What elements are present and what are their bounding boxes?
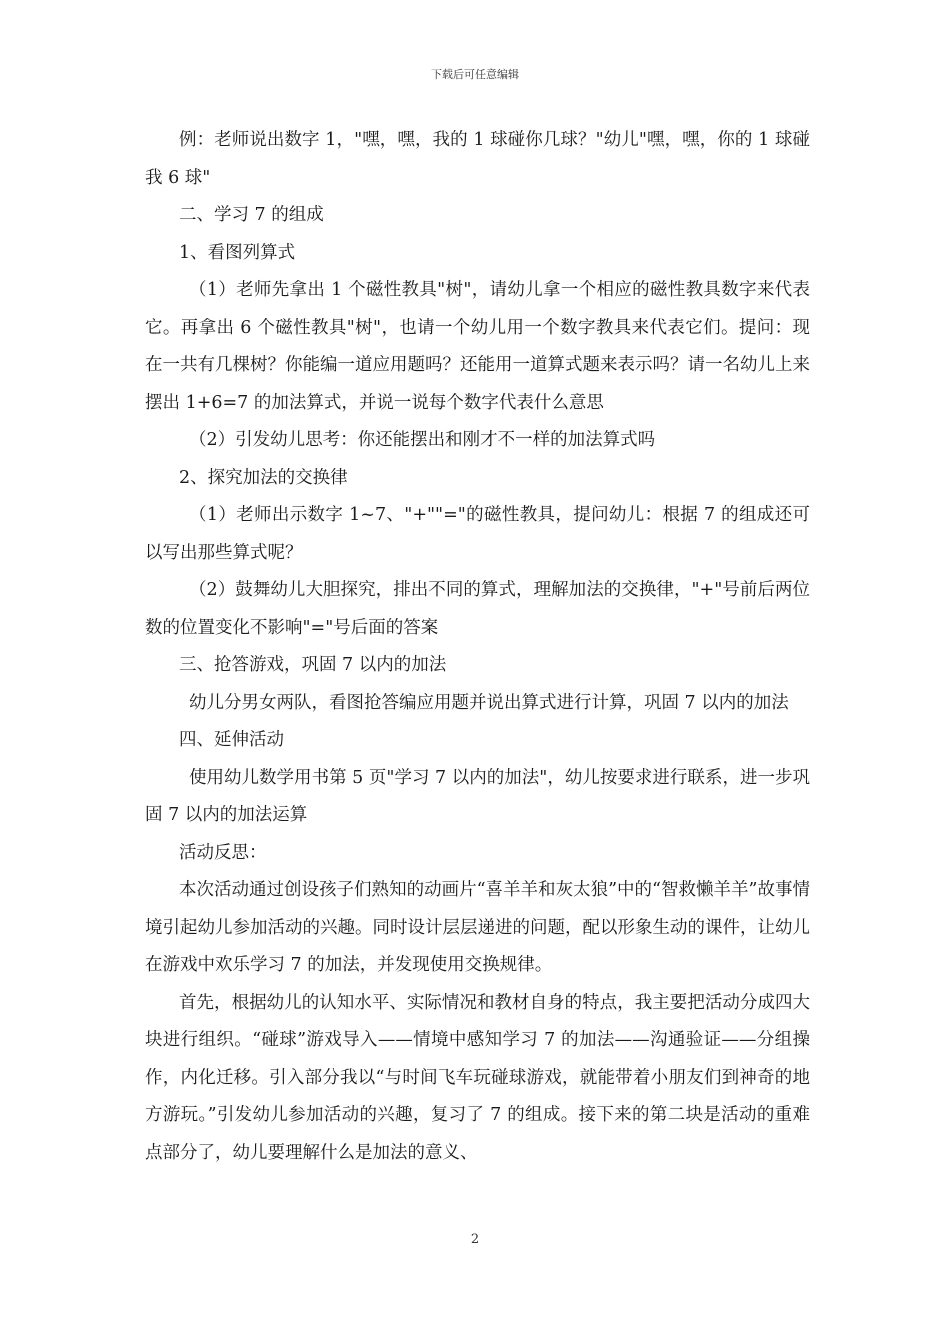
paragraph-explore-2: （2）鼓舞幼儿大胆探究，排出不同的算式，理解加法的交换律，"+"号前后两位数的位置变化不影响"="号后面的答案: [145, 580, 810, 638]
heading-subsection-2: 2、探究加法的交换律: [179, 467, 348, 488]
document-body: [145, 122, 810, 1172]
heading-subsection-1: 1、看图列算式: [179, 242, 296, 263]
heading-section-four: 四、延伸活动: [179, 730, 284, 750]
page-header: 下载后可任意编辑: [431, 68, 519, 81]
heading-section-two: 二、学习 7 的组成: [179, 205, 324, 225]
heading-section-three: 三、抢答游戏，巩固 7 以内的加法: [179, 655, 447, 675]
paragraph-explore-1: （1）老师出示数字 1~7、"+""="的磁性教具，提问幼儿：根据 7 的组成还可以写出那些算式呢？: [145, 505, 810, 563]
paragraph-reflection-1: 本次活动通过创设孩子们熟知的动画片“喜羊羊和灰太狼”中的“智救懒羊羊”故事情境引起幼儿参加活动的兴趣。同时设计层层递进的问题，配以形象生动的课件，让幼儿在游戏中欢乐学习 7 的加法，并发现使用交换规律。: [145, 880, 810, 975]
page-number: 2: [470, 1232, 480, 1247]
paragraph-extension: 使用幼儿数学用书第 5 页"学习 7 以内的加法"，幼儿按要求进行联系，进一步巩固 7 以内的加法运算: [145, 767, 810, 825]
paragraph-reflection-2: 首先，根据幼儿的认知水平、实际情况和教材自身的特点，我主要把活动分成四大块进行组织。“碰球”游戏导入——情境中感知学习 7 的加法——沟通验证——分组操作，内化迁移。引入部分我以“与时间飞车玩碰球游戏，就能带着小朋友们到神奇的地方游玩。”引发幼儿参加活动的兴趣，复习了 7 的组成。接下来的第二块是活动的重难点部分了，幼儿要理解什么是加法的意义、: [145, 992, 810, 1163]
paragraph-quiz-game: 幼儿分男女两队，看图抢答编应用题并说出算式进行计算，巩固 7 以内的加法: [189, 692, 789, 713]
paragraph-step-2: （2）引发幼儿思考：你还能摆出和刚才不一样的加法算式吗: [189, 430, 656, 450]
paragraph-example: 例：老师说出数字 1，"嘿，嘿，我的 1 球碰你几球？"幼儿"嘿，嘿，你的 1 球碰我 6 球": [145, 130, 810, 188]
heading-reflection: 活动反思：: [179, 842, 267, 863]
paragraph-step-1: （1）老师先拿出 1 个磁性教具"树"，请幼儿拿一个相应的磁性教具数字来代表它。再拿出 6 个磁性教具"树"，也请一个幼儿用一个数字教具来代表它们。提问：现在一共有几棵树？你能编一道应用题吗？还能用一道算式题来表示吗？请一名幼儿上来摆出 1+6=7 的加法算式，并说一说每个数字代表什么意思: [145, 280, 810, 413]
